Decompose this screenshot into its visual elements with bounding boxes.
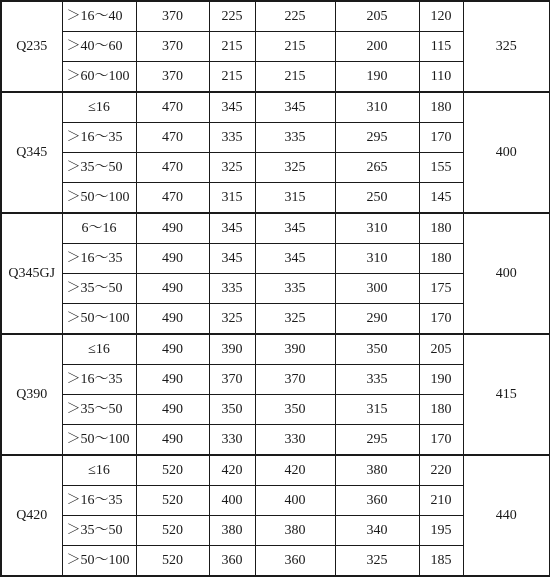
thickness-range-cell: ＞40～60 <box>62 32 136 62</box>
strength-value-cell: 325 <box>255 304 335 335</box>
thickness-range-cell: ＞16～35 <box>62 244 136 274</box>
strength-value-cell: 215 <box>255 32 335 62</box>
strength-value-cell: 180 <box>419 213 463 244</box>
strength-value-cell: 345 <box>209 213 255 244</box>
strength-value-cell: 315 <box>335 395 419 425</box>
strength-value-cell: 370 <box>255 365 335 395</box>
strength-value-cell: 490 <box>136 425 209 456</box>
strength-value-cell: 335 <box>209 123 255 153</box>
strength-value-cell: 225 <box>255 1 335 32</box>
strength-value-cell: 215 <box>255 62 335 93</box>
thickness-range-cell: ≤16 <box>62 92 136 123</box>
thickness-range-cell: ＞16～35 <box>62 365 136 395</box>
thickness-range-cell: ＞16～35 <box>62 486 136 516</box>
strength-value-cell: 380 <box>335 455 419 486</box>
thickness-range-cell: ＞50～100 <box>62 304 136 335</box>
thickness-range-cell: ＞60～100 <box>62 62 136 93</box>
strength-value-cell: 180 <box>419 92 463 123</box>
strength-value-cell: 330 <box>255 425 335 456</box>
strength-value-cell: 490 <box>136 304 209 335</box>
strength-value-cell: 325 <box>209 304 255 335</box>
strength-value-cell: 400 <box>255 486 335 516</box>
strength-value-cell: 330 <box>209 425 255 456</box>
strength-value-cell: 215 <box>209 32 255 62</box>
strength-value-cell: 205 <box>335 1 419 32</box>
strength-value-cell: 490 <box>136 213 209 244</box>
strength-value-cell: 185 <box>419 546 463 577</box>
strength-value-cell: 310 <box>335 244 419 274</box>
strength-value-cell: 345 <box>255 92 335 123</box>
strength-value-cell: 310 <box>335 213 419 244</box>
thickness-range-cell: ≤16 <box>62 455 136 486</box>
steel-grade-cell: Q420 <box>1 455 62 576</box>
strength-value-cell: 325 <box>255 153 335 183</box>
strength-value-cell: 120 <box>419 1 463 32</box>
strength-value-cell: 420 <box>209 455 255 486</box>
thickness-range-cell: ＞35～50 <box>62 274 136 304</box>
strength-value-cell: 520 <box>136 516 209 546</box>
thickness-range-cell: ＞50～100 <box>62 183 136 214</box>
table-row <box>1 1 550 32</box>
strength-value-cell: 370 <box>136 32 209 62</box>
strength-value-cell: 490 <box>136 244 209 274</box>
strength-value-cell: 360 <box>335 486 419 516</box>
strength-value-cell: 170 <box>419 425 463 456</box>
strength-value-cell: 470 <box>136 153 209 183</box>
strength-value-cell: 300 <box>335 274 419 304</box>
strength-value-cell: 265 <box>335 153 419 183</box>
last-column-value-cell: 325 <box>463 1 550 92</box>
strength-value-cell: 335 <box>255 274 335 304</box>
thickness-range-cell: ＞35～50 <box>62 516 136 546</box>
last-column-value-cell: 400 <box>463 92 550 213</box>
strength-value-cell: 325 <box>335 546 419 577</box>
strength-value-cell: 250 <box>335 183 419 214</box>
steel-grade-cell: Q235 <box>1 1 62 92</box>
thickness-range-cell: ≤16 <box>62 334 136 365</box>
strength-value-cell: 335 <box>255 123 335 153</box>
strength-value-cell: 115 <box>419 32 463 62</box>
strength-value-cell: 490 <box>136 274 209 304</box>
strength-value-cell: 220 <box>419 455 463 486</box>
thickness-range-cell: ＞50～100 <box>62 425 136 456</box>
strength-value-cell: 470 <box>136 183 209 214</box>
strength-value-cell: 520 <box>136 455 209 486</box>
strength-value-cell: 225 <box>209 1 255 32</box>
table-row <box>1 334 550 365</box>
strength-value-cell: 360 <box>209 546 255 577</box>
strength-value-cell: 370 <box>136 62 209 93</box>
thickness-range-cell: ＞35～50 <box>62 153 136 183</box>
strength-value-cell: 390 <box>255 334 335 365</box>
strength-value-cell: 520 <box>136 486 209 516</box>
strength-value-cell: 210 <box>419 486 463 516</box>
steel-grade-cell: Q390 <box>1 334 62 455</box>
strength-value-cell: 315 <box>255 183 335 214</box>
strength-value-cell: 360 <box>255 546 335 577</box>
thickness-range-cell: 6～16 <box>62 213 136 244</box>
strength-value-cell: 400 <box>209 486 255 516</box>
thickness-range-cell: ＞35～50 <box>62 395 136 425</box>
strength-value-cell: 335 <box>209 274 255 304</box>
strength-value-cell: 390 <box>209 334 255 365</box>
strength-value-cell: 350 <box>209 395 255 425</box>
last-column-value-cell: 415 <box>463 334 550 455</box>
thickness-range-cell: ＞16～35 <box>62 123 136 153</box>
steel-grade-cell: Q345 <box>1 92 62 213</box>
strength-value-cell: 370 <box>209 365 255 395</box>
thickness-range-cell: ＞16～40 <box>62 1 136 32</box>
strength-value-cell: 205 <box>419 334 463 365</box>
strength-value-cell: 345 <box>255 244 335 274</box>
strength-value-cell: 315 <box>209 183 255 214</box>
strength-value-cell: 380 <box>255 516 335 546</box>
strength-value-cell: 155 <box>419 153 463 183</box>
table-row <box>1 213 550 244</box>
strength-value-cell: 200 <box>335 32 419 62</box>
strength-value-cell: 350 <box>255 395 335 425</box>
table-body <box>1 1 550 576</box>
last-column-value-cell: 400 <box>463 213 550 334</box>
strength-value-cell: 350 <box>335 334 419 365</box>
strength-value-cell: 310 <box>335 92 419 123</box>
strength-value-cell: 145 <box>419 183 463 214</box>
strength-value-cell: 190 <box>335 62 419 93</box>
strength-value-cell: 110 <box>419 62 463 93</box>
strength-value-cell: 345 <box>209 244 255 274</box>
strength-value-cell: 175 <box>419 274 463 304</box>
strength-value-cell: 490 <box>136 334 209 365</box>
thickness-range-cell: ＞50～100 <box>62 546 136 577</box>
strength-value-cell: 195 <box>419 516 463 546</box>
strength-value-cell: 180 <box>419 395 463 425</box>
table-row <box>1 92 550 123</box>
strength-value-cell: 170 <box>419 123 463 153</box>
strength-value-cell: 340 <box>335 516 419 546</box>
table-row <box>1 455 550 486</box>
strength-value-cell: 290 <box>335 304 419 335</box>
strength-value-cell: 490 <box>136 365 209 395</box>
strength-value-cell: 335 <box>335 365 419 395</box>
steel-grade-cell: Q345GJ <box>1 213 62 334</box>
last-column-value-cell: 440 <box>463 455 550 576</box>
strength-value-cell: 370 <box>136 1 209 32</box>
strength-value-cell: 295 <box>335 425 419 456</box>
strength-value-cell: 520 <box>136 546 209 577</box>
strength-value-cell: 470 <box>136 123 209 153</box>
strength-value-cell: 470 <box>136 92 209 123</box>
strength-value-cell: 190 <box>419 365 463 395</box>
strength-value-cell: 215 <box>209 62 255 93</box>
strength-value-cell: 345 <box>255 213 335 244</box>
strength-value-cell: 380 <box>209 516 255 546</box>
strength-value-cell: 345 <box>209 92 255 123</box>
strength-value-cell: 180 <box>419 244 463 274</box>
strength-value-cell: 325 <box>209 153 255 183</box>
strength-value-cell: 295 <box>335 123 419 153</box>
strength-value-cell: 170 <box>419 304 463 335</box>
strength-value-cell: 490 <box>136 395 209 425</box>
strength-value-cell: 420 <box>255 455 335 486</box>
